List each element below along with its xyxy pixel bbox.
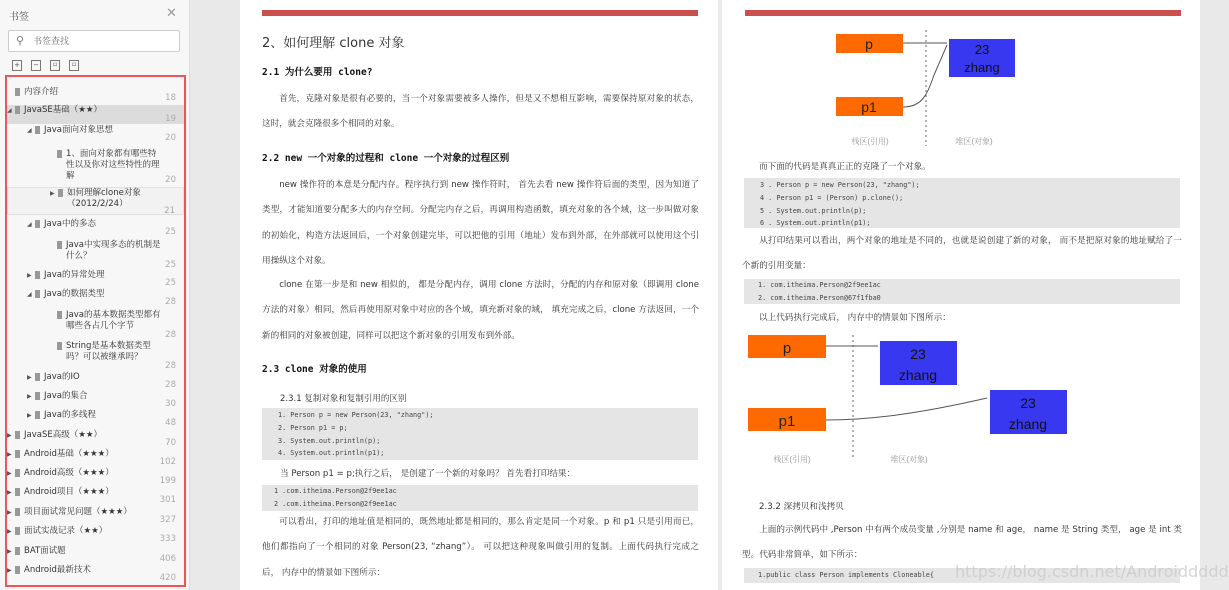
bookmark-label: Android最新技术	[24, 565, 91, 575]
expand-toggle-icon[interactable]: ▶	[27, 272, 32, 279]
bookmark-label: JavaSE基础（★★）	[24, 105, 102, 115]
bookmark-label: Java的IO	[44, 372, 80, 382]
bookmark-icon	[35, 373, 40, 381]
bookmark-label: 面试实战记录（★★）	[24, 526, 108, 536]
bookmark-page-number: 70	[165, 438, 176, 448]
bookmark-page-number: 18	[165, 93, 176, 103]
bookmark-icon	[57, 311, 62, 319]
section-title: 2、如何理解 clone 对象	[262, 36, 405, 51]
bookmark-page-number: 28	[165, 330, 176, 340]
bookmark-label: Java的多线程	[44, 410, 96, 420]
expand-toggle-icon[interactable]: ▶	[7, 489, 12, 496]
bookmark-label: Java的异常处理	[44, 270, 105, 280]
bookmark-page-number: 25	[165, 227, 176, 237]
bookmark-page-number: 28	[165, 380, 176, 390]
heading-2-2: 2.2 new 一个对象的过程和 clone 一个对象的过程区别	[262, 153, 510, 164]
heading-2-3-2: 2.3.2 深拷贝和浅拷贝	[759, 502, 844, 512]
code-line: 1 .com.itheima.Person@2f9ee1ac	[274, 487, 397, 495]
code-line: 3 . Person p = new Person(23, "zhang");	[760, 181, 920, 189]
pdf-page-right	[722, 0, 1200, 590]
code-line: 6 . System.out.println(p1);	[760, 219, 871, 228]
bookmark-icon	[57, 150, 62, 158]
heap-label: 堆区(对象)	[955, 137, 993, 146]
collapse-toggle-icon[interactable]: ◢	[27, 221, 32, 228]
bookmark-item[interactable]	[7, 219, 184, 237]
bookmark-icon	[15, 469, 20, 477]
bookmark-icon	[15, 547, 20, 555]
code-line: 3. System.out.println(p);	[278, 436, 381, 445]
bookmark-icon	[15, 566, 20, 574]
collapse-all-icon[interactable]: −	[31, 60, 41, 71]
object-age: 23	[1020, 395, 1036, 411]
paragraph: new 操作符的本意是分配内存。程序执行到 new 操作符时， 首先去看 new 操作符后面的类型，因为知道了类型，才能知道要分配多大的内存空间。分配完内存之后，再调用构造函数，填充对象的各个域，这一步叫做对象的初始化，构造方法返回后，一个对象创建完毕，可以把他的引用（地址）发布到外部，在外部就可以使用这个引用操纵这个对象。	[262, 180, 699, 266]
code-block	[744, 178, 1180, 228]
bookmark-icon	[15, 508, 20, 516]
code-block	[262, 485, 698, 511]
bookmark-item[interactable]	[7, 546, 184, 564]
bookmark-label: 1、面向对象都有哪些特性以及你对这些特性的理解	[66, 149, 160, 181]
bookmark-tree	[5, 75, 186, 587]
bookmark-item[interactable]	[7, 149, 184, 185]
code-line: 4. System.out.println(p1);	[278, 449, 385, 458]
bookmark-page-number: 199	[159, 476, 176, 486]
bookmark-label: Java的基本数据类型都有哪些各占几个字节	[66, 310, 161, 331]
expand-toggle-icon[interactable]: ▶	[7, 528, 12, 535]
paragraph: 上面的示例代码中 ,Person 中有两个成员变量 ,分别是 name 和 age， name 是 String 类型， age 是 int 类型。代码非常简单，如下所示：	[742, 525, 1182, 561]
paragraph: 而下面的代码是真真正正的克隆了一个对象。	[759, 162, 931, 172]
bookmark-page-number: 301	[159, 495, 176, 505]
bookmark-icon	[35, 411, 40, 419]
object-age: 23	[910, 346, 926, 362]
bookmark-page-number: 333	[159, 534, 176, 544]
bookmark-page-number: 102	[159, 457, 176, 467]
panel-title: 书签	[9, 12, 29, 23]
bookmark-icon	[58, 189, 63, 197]
reference-diagram	[722, 0, 1200, 160]
object-name: zhang	[898, 367, 938, 383]
bookmark-label: BAT面试题	[24, 546, 66, 556]
bookmark-item[interactable]	[7, 270, 184, 288]
bookmark-icon	[35, 220, 40, 228]
bookmark-item[interactable]	[7, 487, 184, 505]
pdf-page-left	[240, 0, 718, 590]
bookmark-label: Android项目（★★★）	[24, 487, 114, 497]
bookmark-item[interactable]	[7, 372, 184, 390]
bookmark-item[interactable]	[7, 565, 184, 583]
bookmark-icon	[15, 88, 20, 96]
bookmark-item[interactable]	[7, 526, 184, 544]
paragraph: 可以看出，打印的地址值是相同的，既然地址都是相同的，那么肯定是同一个对象。p 和 p1 只是引用而已，他们都指向了一个相同的对象 Person(23, “zhang”）。 可以把这种现象叫做引用的复制。上面代码执行完成之后， 内存中的情景如下图所示：	[262, 517, 699, 578]
clone-diagram	[722, 325, 1200, 470]
bookmark-icon	[15, 450, 20, 458]
expand-toggle-icon[interactable]: ▶	[7, 548, 12, 555]
expand-toggle-icon[interactable]: ▶	[7, 451, 12, 458]
code-line: 1. com.itheima.Person@2f9ee1ac	[758, 281, 881, 289]
code-line: 1.public class Person implements Cloneable{	[758, 571, 934, 579]
paragraph: 首先，克隆对象是很有必要的，当一个对象需要被多人操作，但是又不想相互影响，需要保持原对象的状态，这时，就会克隆很多个相同的对象。	[262, 94, 699, 130]
bookmark-page-number: 19	[165, 114, 176, 124]
close-icon[interactable]: ✕	[166, 6, 177, 21]
arrow	[826, 398, 987, 420]
expand-toggle-icon[interactable]: ▶	[27, 374, 32, 381]
expand-toggle-icon[interactable]: ▶	[7, 470, 12, 477]
bookmark-page-number: 327	[159, 515, 176, 525]
bookmark-page-number: 21	[164, 206, 175, 216]
code-line: 2 .com.itheima.Person@2f9ee1ac	[274, 499, 397, 508]
bookmark-label: Java的集合	[44, 391, 88, 401]
bookmark-toolbar	[12, 60, 79, 71]
expand-toggle-icon[interactable]: ▶	[7, 509, 12, 516]
bookmark-label: Java中的多态	[44, 219, 96, 229]
bookmark-page-number: 28	[165, 361, 176, 371]
bookmark-icon	[15, 106, 20, 114]
bookmark-icon	[35, 290, 40, 298]
stack-label: 栈区(引用)	[851, 137, 889, 146]
paragraph: 从打印结果可以看出，两个对象的地址是不同的，也就是说创建了新的对象， 而不是把原对象的地址赋给了一个新的引用变量：	[742, 236, 1182, 272]
bookmark-label: 如何理解clone对象（2012/2/24）	[67, 188, 141, 209]
bookmark-label: JavaSE高级（★★）	[24, 430, 102, 440]
paragraph: 以上代码执行完成后， 内存中的情景如下图所示：	[759, 313, 951, 323]
collapse-toggle-icon[interactable]: ◢	[27, 127, 32, 134]
bookmark-page-number: 420	[159, 573, 176, 583]
arrow	[903, 45, 947, 107]
collapse-toggle-icon[interactable]: ◢	[27, 291, 32, 298]
bookmark-item[interactable]	[7, 310, 184, 340]
bookmark-page-number: 20	[165, 175, 176, 185]
search-icon: ⚲	[16, 34, 25, 47]
bookmark-icon	[57, 342, 62, 350]
bookmark-item[interactable]	[7, 468, 184, 486]
bookmark-item[interactable]	[7, 449, 184, 467]
object-name: zhang	[964, 60, 1000, 75]
stack-label: 栈区(引用)	[773, 455, 811, 464]
bookmark-item[interactable]	[7, 289, 184, 307]
paragraph: clone 在第一步是和 new 相似的， 都是分配内存，调用 clone 方法时，分配的内存和原对象（即调用 clone 方法的对象）相同，然后再使用原对象中对应的各个域，填充新对象的域， 填充完成之后，clone 方法返回，一个新的相同的对象被创建，同样可以把这个新对象的引用发布到外部。	[262, 280, 699, 341]
bookmark-page-number: 25	[165, 278, 176, 288]
bookmark-page-number: 48	[165, 418, 176, 428]
bookmark-panel	[0, 0, 190, 590]
code-block	[744, 279, 1180, 304]
bookmark-icon	[15, 488, 20, 496]
bookmark-label: Java的数据类型	[44, 289, 105, 299]
code-line: 5 . System.out.println(p);	[760, 206, 867, 215]
bookmark-search[interactable]	[8, 30, 180, 52]
bookmark-item[interactable]	[7, 187, 184, 215]
expand-toggle-icon[interactable]: ▶	[27, 393, 32, 400]
bookmark-label: 内容介绍	[24, 87, 59, 97]
heading-2-1: 2.1 为什么要用 clone?	[262, 67, 373, 78]
heading-2-3: 2.3 clone 对象的使用	[262, 364, 367, 375]
code-line: 1. Person p = new Person(23, "zhang");	[278, 411, 434, 419]
bookmark-item[interactable]	[7, 507, 184, 525]
page-header-bar	[262, 10, 698, 16]
bookmark-page-number: 406	[159, 554, 176, 564]
bookmark-icon	[35, 126, 40, 134]
bookmark-item[interactable]	[7, 341, 184, 371]
watermark: https://blog.csdn.net/Androiddddd	[955, 562, 1229, 581]
ref-label: p	[865, 36, 873, 52]
bookmark-item[interactable]	[7, 125, 184, 143]
ref-label: p1	[861, 99, 877, 115]
bookmark-label: Java中实现多态的机制是什么？	[66, 240, 161, 261]
bookmark-item[interactable]	[7, 391, 184, 409]
bookmark-label: 项目面试常见问题（★★★）	[24, 507, 132, 517]
code-block	[262, 408, 698, 460]
bookmark-search-input[interactable]	[33, 33, 173, 49]
bookmark-page-number: 25	[165, 260, 176, 270]
code-line: 2. Person p1 = p;	[278, 423, 348, 432]
ref-label: p	[782, 340, 792, 357]
object-name: zhang	[1008, 416, 1048, 432]
bookmark-label: Android高级（★★★）	[24, 468, 114, 478]
expand-toggle-icon[interactable]: ▶	[50, 190, 55, 197]
bookmark-icon	[35, 392, 40, 400]
bookmark-item[interactable]	[7, 430, 184, 448]
expand-toggle-icon[interactable]: ▶	[7, 432, 12, 439]
heap-label: 堆区(对象)	[890, 455, 928, 464]
bookmark-label: Android基础（★★★）	[24, 449, 114, 459]
code-line: 4 . Person p1 = (Person) p.clone();	[760, 193, 904, 202]
bookmark-icon	[15, 527, 20, 535]
bookmark-label: String是基本数据类型吗？可以被继承吗？	[66, 341, 151, 362]
bookmark-item[interactable]	[7, 410, 184, 428]
expand-all-icon[interactable]: +	[12, 60, 22, 71]
bookmark-icon	[15, 431, 20, 439]
expand-toggle-icon[interactable]: ▶	[7, 567, 12, 574]
delete-bookmark-icon[interactable]: ⌑	[69, 60, 79, 71]
bookmark-label: Java面向对象思想	[44, 125, 113, 135]
code-line: 2. com.itheima.Person@67f1fba0	[758, 293, 881, 302]
bookmark-item[interactable]	[7, 105, 184, 124]
bookmark-page-number: 28	[165, 297, 176, 307]
bookmark-icon	[35, 271, 40, 279]
object-age: 23	[974, 42, 990, 57]
bookmark-icon	[57, 241, 62, 249]
heading-2-3-1: 2.3.1 复制对象和复制引用的区别	[280, 394, 407, 404]
bookmark-item[interactable]	[7, 87, 184, 103]
bookmark-item[interactable]	[7, 240, 184, 270]
paragraph: 当 Person p1 = p;执行之后， 是创建了一个新的对象吗？ 首先看打印结果：	[280, 469, 576, 479]
ref-label: p1	[778, 413, 796, 430]
bookmark-page-number: 20	[165, 133, 176, 143]
bookmark-page-number: 30	[165, 399, 176, 409]
collapse-toggle-icon[interactable]: ◢	[7, 107, 12, 114]
expand-toggle-icon[interactable]: ▶	[27, 412, 32, 419]
add-bookmark-icon[interactable]: ⌑	[50, 60, 60, 71]
